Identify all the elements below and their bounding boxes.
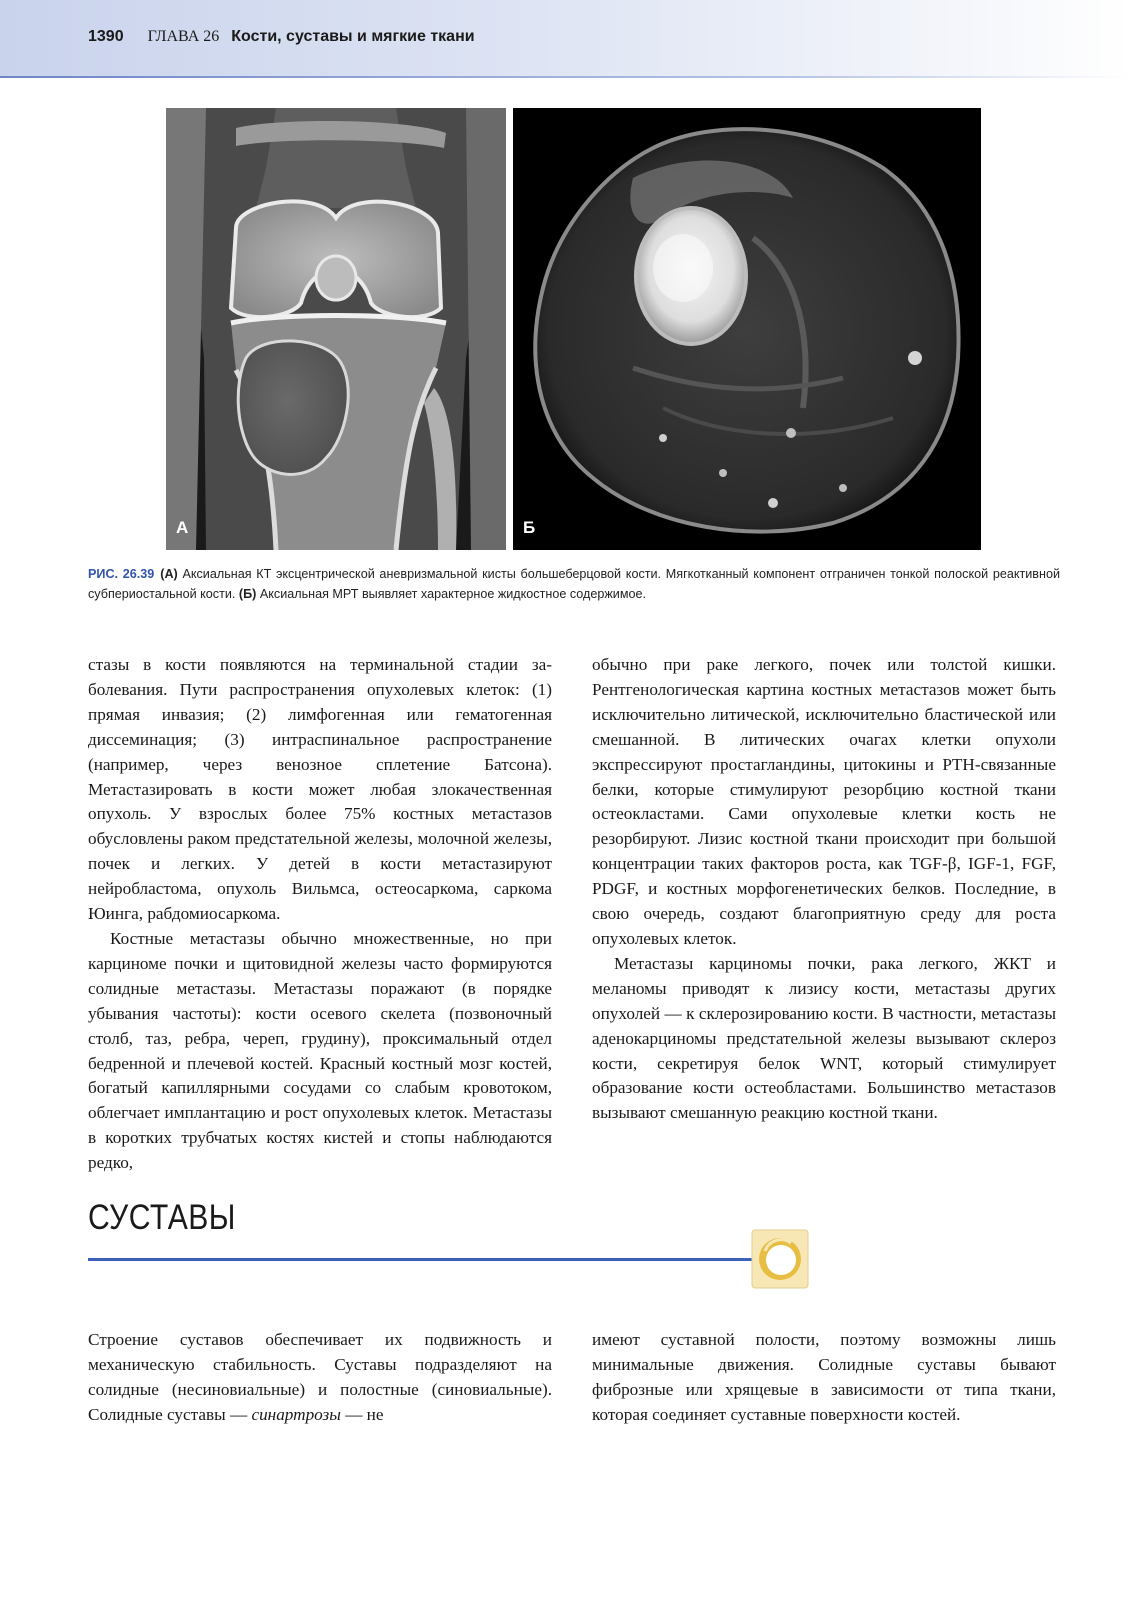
- figure-number: РИС. 26.39: [88, 567, 155, 581]
- figure-caption: [88, 564, 1060, 604]
- ct-scan-image: [166, 108, 506, 550]
- figure-panel-a: [166, 108, 506, 550]
- body-column-left-top: [88, 653, 552, 1176]
- panel-b-label: Б: [523, 518, 536, 537]
- panel-a-label: А: [176, 518, 189, 537]
- paragraph: [88, 1328, 552, 1428]
- chapter-label: ГЛАВА 26: [147, 28, 220, 45]
- section-heading: СУСТАВЫ: [88, 1198, 236, 1237]
- mri-scan-image: [513, 108, 981, 550]
- figure-panel-b: [513, 108, 981, 550]
- text-run: — не: [340, 1404, 384, 1424]
- chapter-title: Кости, суставы и мягкие ткани: [231, 28, 475, 45]
- paragraph: Костные метастазы обычно множественные, но при карциноме почки и щитовидной железы часто формируются солидные метастазы. Метастазы поражают (в порядке убывания частоты): кости осевого скелета (позвоночный столб, таз, ребра, череп, грудину), проксимальный отдел бедренной и плечевой костей. Красный костный мозг костей, богатый капиллярными сосудами со слабым кровотоком, облегчает имплантацию и рост опухолевых клеток. Метастазы в коротких трубчатых костях кистей и стопы наблюдаются редко,: [88, 928, 552, 1173]
- body-column-left-bottom: [88, 1328, 552, 1428]
- paragraph: обычно при раке легкого, почек или толстой кишки. Рентгенологическая картина костных метастазов может быть исключительно литической, исключительно бластической или смешанной. В литических очагах клетки опухоли экспрессируют простагландины, цитокины и PTH-связанные белки, которые стимулируют резорбцию костной ткани остеокластами. Сами опухолевые клетки кость не резорбируют. Лизис костной ткани происходит при большой концентрации таких факторов роста, как TGF-β, IGF-1, FGF, PDGF, и костных морфогенетических белков. Последние, в свою очередь, создают благоприятную среду для роста опухолевых клеток.: [592, 655, 1056, 948]
- paragraph: стазы в кости появляются на терминальной стадии заболевания. Пути распространения опухолевых клеток: (1) прямая инвазия; (2) лимфогенная или гематогенная диссеминация; (3) интраспинальное распространение (например, через венозное сплетение Батсона). Метастазировать в кости может любая злокачественная опухоль. У взрослых более 75% костных метастазов обусловлены раком предстательной железы, молочной железы, почек и легких. У детей в кости метастазируют нейробластома, опухоль Вильмса, остеосаркома, саркома Юинга, рабдомиосаркома.: [88, 655, 552, 924]
- paragraph: Метастазы карциномы почки, рака легкого, ЖКТ и меланомы приводят к лизису кости, метастазы других опухолей — к склерозированию кости. В частности, метастазы аденокарциномы предстательной железы вызывают склероз кости, секретируя белок WNT, который стимулирует образование кости остеобластами. Большинство метастазов вызывают смешанную реакцию костной ткани.: [592, 953, 1056, 1123]
- caption-a-marker: (А): [160, 567, 178, 581]
- italic-term: синартрозы: [251, 1404, 341, 1424]
- caption-b-text: Аксиальная МРТ выявляет характерное жидкостное содержимое.: [256, 587, 646, 601]
- caption-a-text: Аксиальная КТ эксцентрической аневризмальной кисты большеберцовой кости. Мягкотканный компонент отграничен тонкой полоской реактивной субпериостальной кости.: [88, 567, 1060, 601]
- running-head: [88, 28, 475, 46]
- page-number: 1390: [88, 28, 124, 45]
- body-column-right-top: [592, 653, 1056, 1126]
- body-column-right-bottom: [592, 1328, 1056, 1428]
- text-run: Строение суставов обеспечивает их подвижность и механическую стабильность. Суставы подразделяют на солидные (несиновиальные) и полостные (синовиальные). Солидные суставы —: [88, 1330, 552, 1424]
- caption-b-marker: (Б): [238, 587, 257, 601]
- ring-icon: [751, 1229, 809, 1289]
- paragraph: имеют суставной полости, поэтому возможны лишь минимальные движения. Солидные суставы бывают фиброзные или хрящевые в зависимости от типа ткани, которая соединяет суставные поверхности костей.: [592, 1330, 1056, 1424]
- section-rule: [88, 1258, 753, 1261]
